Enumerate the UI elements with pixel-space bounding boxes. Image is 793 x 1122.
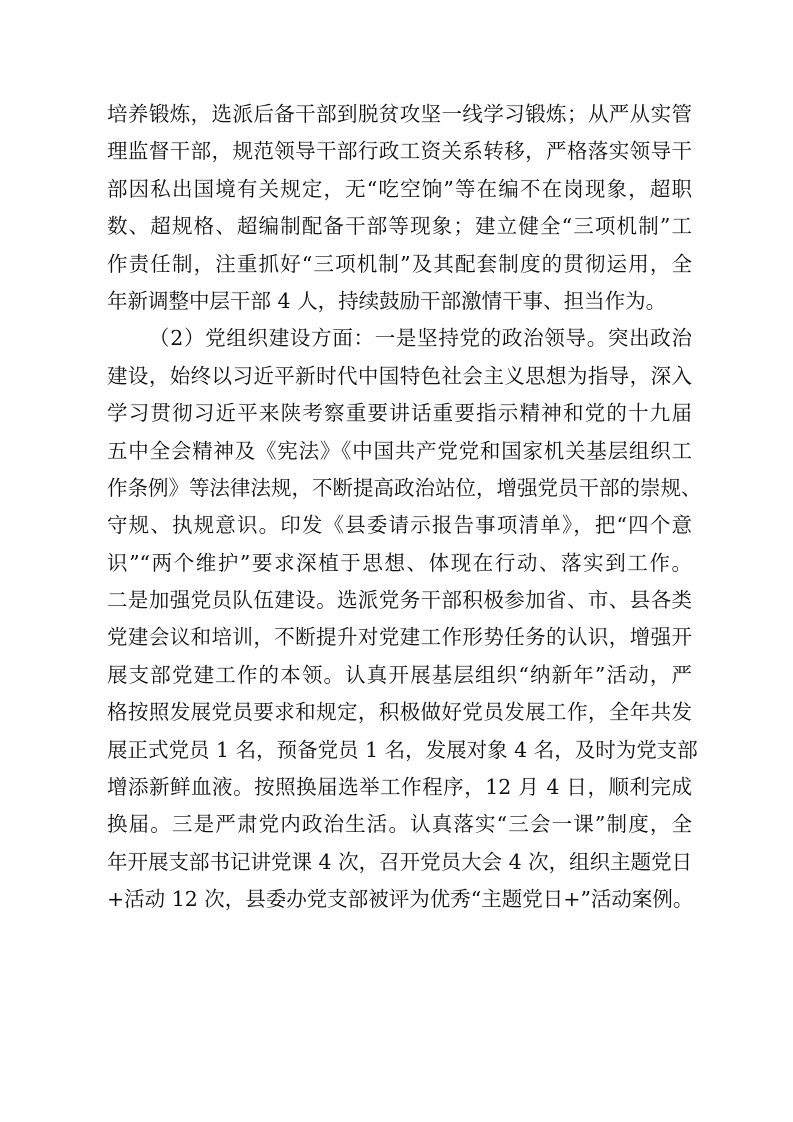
text-line: 理监督干部，规范领导干部行政工资关系转移，严格落实领导干 [107, 139, 692, 164]
text-line: 格按照发展党员要求和规定，积极做好党员发展工作，全年共发 [107, 700, 692, 725]
text-line: 识”“两个维护”要求深植于思想、体现在行动、落实到工作。 [107, 550, 692, 575]
text-line: 建设，始终以习近平新时代中国特色社会主义思想为指导，深入 [107, 363, 692, 388]
text-line: 展支部党建工作的本领。认真开展基层组织“纳新年”活动，严 [107, 662, 692, 687]
text-line: 作条例》等法律法规，不断提高政治站位，增强党员干部的崇规、 [107, 475, 702, 500]
text-line: 培养锻炼，选派后备干部到脱贫攻坚一线学习锻炼；从严从实管 [107, 102, 692, 126]
text-line: 党建会议和培训，不断提升对党建工作形势任务的认识，增强开 [107, 625, 692, 650]
text-line: 部因私出国境有关规定，无“吃空饷”等在编不在岗现象，超职 [107, 176, 692, 201]
text-line: 五中全会精神及《宪法》《中国共产党党和国家机关基层组织工 [107, 438, 692, 463]
text-line: 数、超规格、超编制配备干部等现象；建立健全“三项机制”工 [107, 214, 692, 239]
text-line: +活动 12 次，县委办党支部被评为优秀“主题党日+”活动案例。 [107, 887, 694, 912]
text-line: 守规、执规意识。印发《县委请示报告事项清单》，把“四个意 [107, 513, 692, 538]
document-page [107, 96, 702, 919]
text-line: 二是加强党员队伍建设。选派党务干部积极参加省、市、县各类 [107, 588, 692, 613]
paragraph-heading-line: （2）党组织建设方面：一是坚持党的政治领导。突出政治 [149, 326, 692, 351]
text-line: 学习贯彻习近平来陕考察重要讲话重要指示精神和党的十九届 [107, 401, 692, 426]
text-line: 作责任制，注重抓好“三项机制”及其配套制度的贯彻运用，全 [107, 251, 692, 276]
text-line: 展正式党员 1 名，预备党员 1 名，发展对象 4 名，及时为党支部 [107, 737, 698, 762]
text-line: 年开展支部书记讲党课 4 次，召开党员大会 4 次，组织主题党日 [107, 849, 693, 874]
text-line: 换届。三是严肃党内政治生活。认真落实“三会一课”制度，全 [107, 812, 692, 837]
text-line: 年新调整中层干部 4 人，持续鼓励干部激情干事、担当作为。 [107, 288, 667, 313]
text-line: 增添新鲜血液。按照换届选举工作程序，12 月 4 日，顺利完成 [107, 775, 692, 800]
